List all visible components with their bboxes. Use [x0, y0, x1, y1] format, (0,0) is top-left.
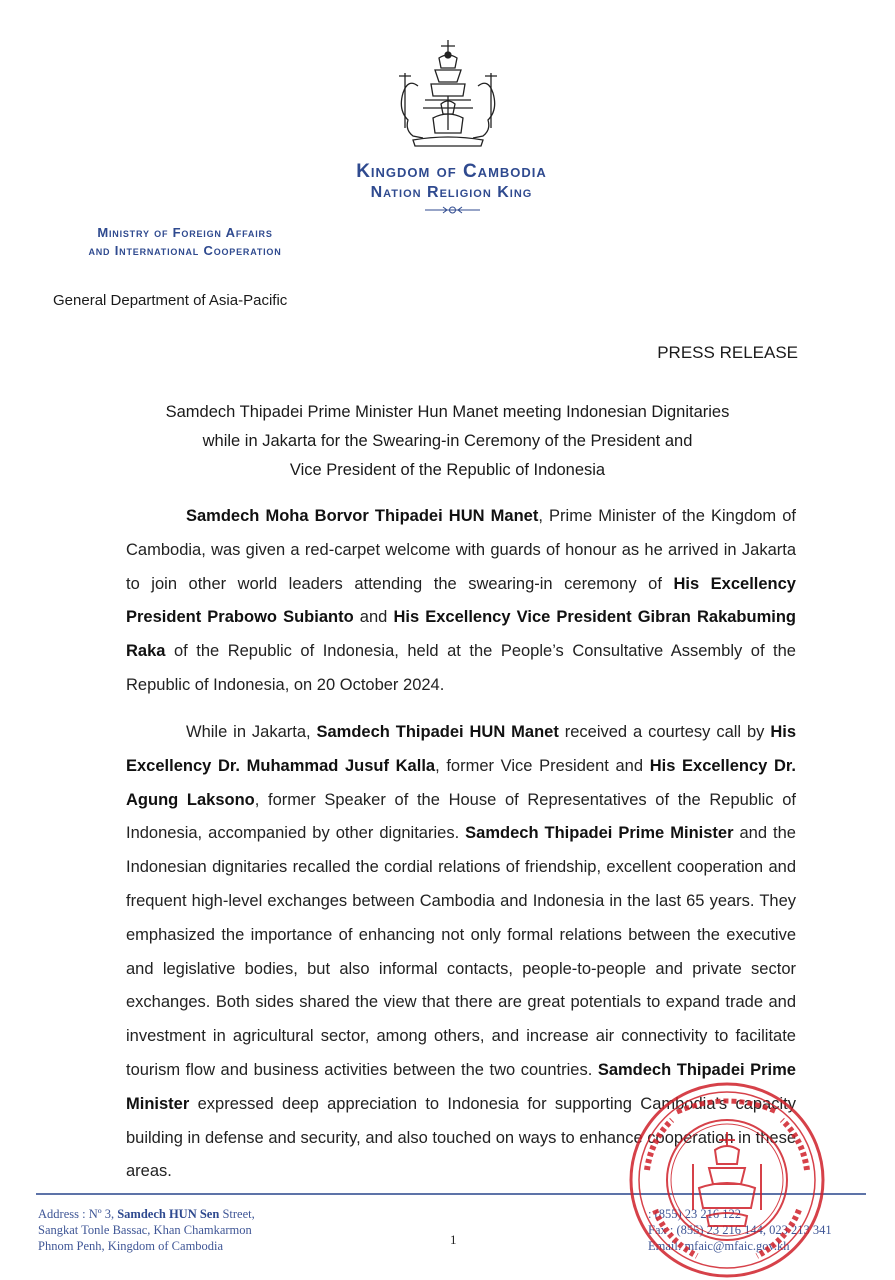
dignitary-name: His Excellency Dr. Agung Laksono [126, 756, 797, 809]
release-title [100, 398, 795, 485]
footer-address [38, 1206, 255, 1254]
title-line-1: Samdech Thipadei Prime Minister Hun Manet meeting Indonesian Dignitaries [165, 403, 730, 421]
address-street-name: Samdech HUN Sen [117, 1207, 220, 1221]
telephone: : (855) 23 216 122 [648, 1207, 742, 1221]
decorative-divider [425, 205, 480, 215]
paragraph-text: and the Indonesian dignitaries recalled the cordial relations of friendship, excellent cooperation and frequent high-level exchanges between Cambodia and Indonesia in the last 65 years. They emphasized the importance of enhancing not only formal relations between the executive and legislative bodies, but also informal contacts, people-to-people and private sector exchanges. Both sides shared the view that there are great potentials to expand trade and investment in agricultural sector, among others, and increase air connectivity to facilitate tourism flow and business activities between the two countries. [126, 824, 796, 1079]
ministry-heading [40, 224, 330, 260]
address-prefix: Address : Nº 3, [38, 1207, 118, 1221]
pm-title: Samdech Thipadei Prime Minister [465, 824, 734, 843]
president-name: His Excellency President Prabowo Subianto [126, 574, 796, 627]
paragraph-text: , former Speaker of the House of Representatives of the Republic of Indonesia, accompanied by other dignitaries. [126, 790, 796, 843]
address-line-3: Phnom Penh, Kingdom of Cambodia [38, 1239, 224, 1253]
address-line-2: Sangkat Tonle Bassac, Khan Chamkarmon [38, 1223, 252, 1237]
address-street-suffix: Street, [219, 1207, 255, 1221]
paragraph-text: , Prime Minister of the Kingdom of Cambodia, was given a red-carpet welcome with guards of honour as he arrived in Jakarta to join other world leaders attending the swearing-in ceremony of [126, 507, 797, 593]
fax: Fax : (855) 23 216 144, 023 213 341 [648, 1223, 832, 1237]
page-number: 1 [450, 1232, 457, 1247]
pm-title: Samdech Thipadei Prime Minister [126, 1060, 796, 1113]
kingdom-heading [260, 162, 643, 204]
pm-name: Samdech Moha Borvor Thipadei HUN Manet [186, 507, 539, 525]
official-red-seal-stamp [627, 1080, 827, 1280]
paragraph-text: expressed deep appreciation to Indonesia for supporting Cambodia’s capacity building in defense and security, and also touched on ways to enhance cooperation in these areas. [126, 1094, 796, 1181]
paragraph-text: and [353, 608, 394, 627]
document-type-label: PRESS RELEASE [657, 343, 798, 362]
pm-name: Samdech Thipadei HUN Manet [316, 723, 559, 741]
ministry-line-1: Ministry of Foreign Affairs [97, 225, 273, 240]
email: Email: mfaic@mfaic.gov.kh [648, 1239, 790, 1253]
title-line-2: while in Jakarta for the Swearing-in Ceremony of the President and [202, 432, 693, 450]
kingdom-name: Kingdom of Cambodia [356, 161, 547, 182]
dignitary-name: His Excellency Dr. Muhammad Jusuf Kalla [126, 723, 797, 775]
paragraph-text: While in Jakarta, [186, 723, 317, 741]
vice-president-name: His Excellency Vice President Gibran Rakabuming Raka [126, 608, 797, 661]
ministry-line-2: and International Cooperation [88, 243, 282, 258]
department-name: General Department of Asia-Pacific [53, 292, 288, 309]
royal-coat-of-arms-emblem [383, 38, 513, 148]
national-motto: Nation Religion King [370, 184, 533, 201]
paragraph-text: of the Republic of Indonesia, held at the People’s Consultative Assembly of the Republic of Indonesia, on 20 October 2024. [126, 642, 796, 694]
body-paragraph-1 [126, 500, 796, 703]
title-line-3: Vice President of the Republic of Indonesia [289, 461, 606, 479]
paragraph-text: , former Vice President and [435, 756, 650, 775]
paragraph-text: received a courtesy call by [558, 723, 771, 741]
